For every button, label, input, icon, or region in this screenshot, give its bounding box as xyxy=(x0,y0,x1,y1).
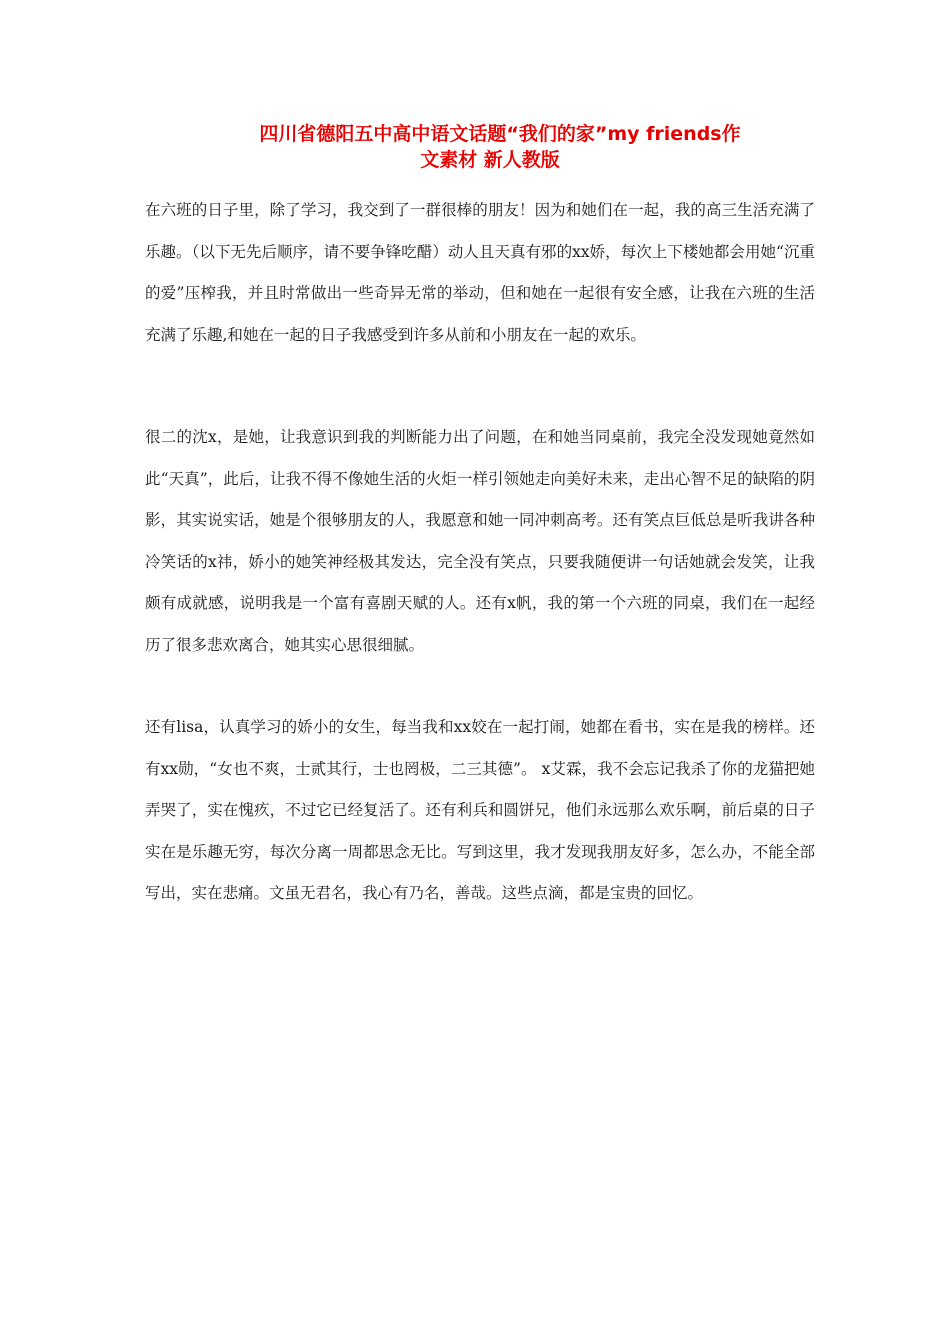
paragraph-2: 很二的沈x，是她，让我意识到我的判断能力出了问题，在和她当同桌前，我完全没发现她竟然如此“天真”，此后，让我不得不像她生活的火炬一样引领她走向美好未来，走出心智不足的缺陷的阴影，其实说实话，她是个很够朋友的人，我愿意和她一同冲刺高考。还有笑点巨低总是听我讲各种冷笑话的x祎，娇小的她笑神经极其发达，完全没有笑点，只要我随便讲一句话她就会发笑，让我颇有成就感，说明我是一个富有喜剧天赋的人。还有x帆，我的第一个六班的同桌，我们在一起经历了很多悲欢离合，她其实心思很细腻。 xyxy=(145,428,815,654)
paragraph-3: 还有lisa，认真学习的娇小的女生，每当我和xx姣在一起打闹，她都在看书，实在是我的榜样。还有xx勋，“女也不爽，士贰其行，士也罔极，二三其德”。 x艾霖，我不会忘记我杀了你的龙猫把她弄哭了，实在愧疚，不过它已经复活了。还有利兵和圆饼兄，他们永远那么欢乐啊，前后桌的日子实在是乐趣无穷，每次分离一周都思念无比。写到这里，我才发现我朋友好多，怎么办，不能全部写出，实在悲痛。文虽无君名，我心有乃名，善哉。这些点滴，都是宝贵的回忆。 xyxy=(145,718,815,902)
paragraph-1: 在六班的日子里，除了学习，我交到了一群很棒的朋友！因为和她们在一起，我的高三生活充满了乐趣。（以下无先后顺序，请不要争锋吃醋）动人且天真有邪的xx娇，每次上下楼她都会用她“沉重的爱”压榨我，并且时常做出一些奇异无常的举动，但和她在一起很有安全感，让我在六班的生活充满了乐趣,和她在一起的日子我感受到许多从前和小朋友在一起的欢乐。 xyxy=(145,201,815,344)
title-line-1: 四川省德阳五中高中语文话题“我们的家”my friends作 xyxy=(259,123,741,145)
title-line-2: 文素材 新人教版 xyxy=(420,149,560,171)
document-title xyxy=(120,121,840,173)
